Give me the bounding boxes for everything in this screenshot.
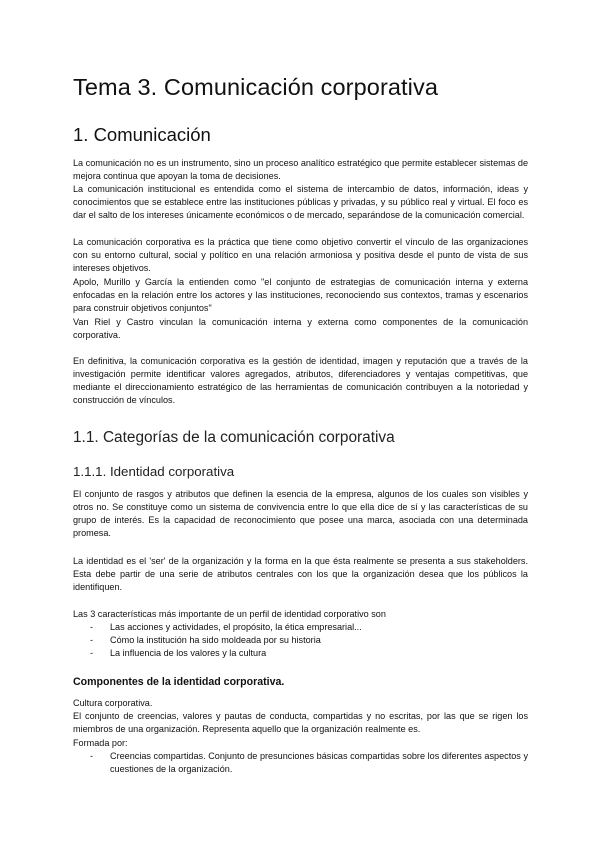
heading-identidad-corporativa: 1.1.1. Identidad corporativa	[73, 464, 235, 479]
paragraph-cultura-definicion: El conjunto de creencias, valores y pautas de conducta, compartidas y no escritas, por las que se rigen los miembros de una organización. Representa aquello que la organización realmente es.	[73, 711, 528, 735]
list-item-text: Cómo la institución ha sido moldeada por su historia	[110, 635, 321, 646]
list-caracteristicas	[73, 621, 528, 660]
paragraph-cultura-corporativa: Cultura corporativa.	[73, 698, 153, 708]
list-item-text: La influencia de los valores y la cultura	[110, 648, 267, 659]
paragraph-apolo-murillo-garcia: Apolo, Murillo y García la entienden como "el conjunto de estrategias de comunicación interna y externa enfocadas en la relación entre los actores y las instituciones, reconociendo sus contextos, tramas y escenarios para construir objetivos conjuntos"	[73, 277, 528, 314]
list-item	[73, 750, 528, 776]
list-item-text: Las acciones y actividades, el propósito, la ética empresarial...	[110, 622, 362, 632]
list-dash-marker: -	[90, 648, 94, 659]
list-componentes	[73, 750, 528, 776]
list-item	[73, 621, 528, 634]
paragraph-definicion-comunicacion: La comunicación no es un instrumento, sino un proceso analítico estratégico que permite establecer sistemas de mejora continua que apoyan la toma de decisiones.	[73, 158, 528, 182]
document-title: Tema 3. Comunicación corporativa	[73, 74, 439, 100]
heading-categorias: 1.1. Categorías de la comunicación corporativa	[73, 429, 395, 446]
list-dash-marker: -	[90, 622, 94, 632]
paragraph-identidad-definicion: El conjunto de rasgos y atributos que definen la esencia de la empresa, algunos de los cuales son visibles y otros no. Se constituye como un sistema de convivencia entre lo que ella dice de sí y las características de su grupo de interés. Es la capacidad de reconocimiento que posee una marca, asociada con una determinada promesa.	[73, 489, 528, 539]
list-dash-marker: -	[90, 635, 94, 646]
paragraph-tres-caracteristicas: Las 3 características más importante de un perfil de identidad corporativo son	[73, 609, 386, 619]
list-item	[73, 634, 528, 647]
list-item	[73, 647, 528, 660]
list-item-text: Creencias compartidas. Conjunto de presunciones básicas compartidas sobre los diferentes aspectos y cuestiones de la organización.	[110, 751, 528, 775]
paragraph-comunicacion-corporativa: La comunicación corporativa es la práctica que tiene como objetivo convertir el vínculo de las organizaciones con su entorno cultural, social y político en una relación armoniosa y positiva desde el punto de vista de sus intereses objetivos.	[73, 237, 528, 274]
paragraph-formada-por: Formada por:	[73, 738, 128, 748]
paragraph-identidad-ser: La identidad es el 'ser' de la organización y la forma en la que ésta realmente se presenta a sus stakeholders. Esta debe partir de una serie de atributos centrales con los que la organización desea que los públicos la identifiquen.	[73, 556, 528, 593]
heading-componentes: Componentes de la identidad corporativa.	[73, 676, 285, 688]
heading-comunicacion: 1. Comunicación	[73, 124, 211, 145]
paragraph-comunicacion-institucional: La comunicación institucional es entendida como el sistema de intercambio de datos, información, ideas y conocimientos que se establece entre las instituciones públicas y privadas, y su público real y virtual. El foco es dar el salto de los intereses únicamente económicos o de mercado, separándose de la comunicación comercial.	[73, 184, 528, 221]
paragraph-van-riel-castro: Van Riel y Castro vinculan la comunicación interna y externa como componentes de la comunicación corporativa.	[73, 317, 528, 341]
list-dash-marker: -	[90, 751, 94, 761]
paragraph-en-definitiva: En definitiva, la comunicación corporativa es la gestión de identidad, imagen y reputación que a través de la investigación permite identificar valores agregados, atributos, diferenciadores y ventajas competitivas, que mediante el direccionamiento estratégico de las herramientas de comunicación contribuyen a la notoriedad y construcción de vínculos.	[73, 356, 528, 406]
